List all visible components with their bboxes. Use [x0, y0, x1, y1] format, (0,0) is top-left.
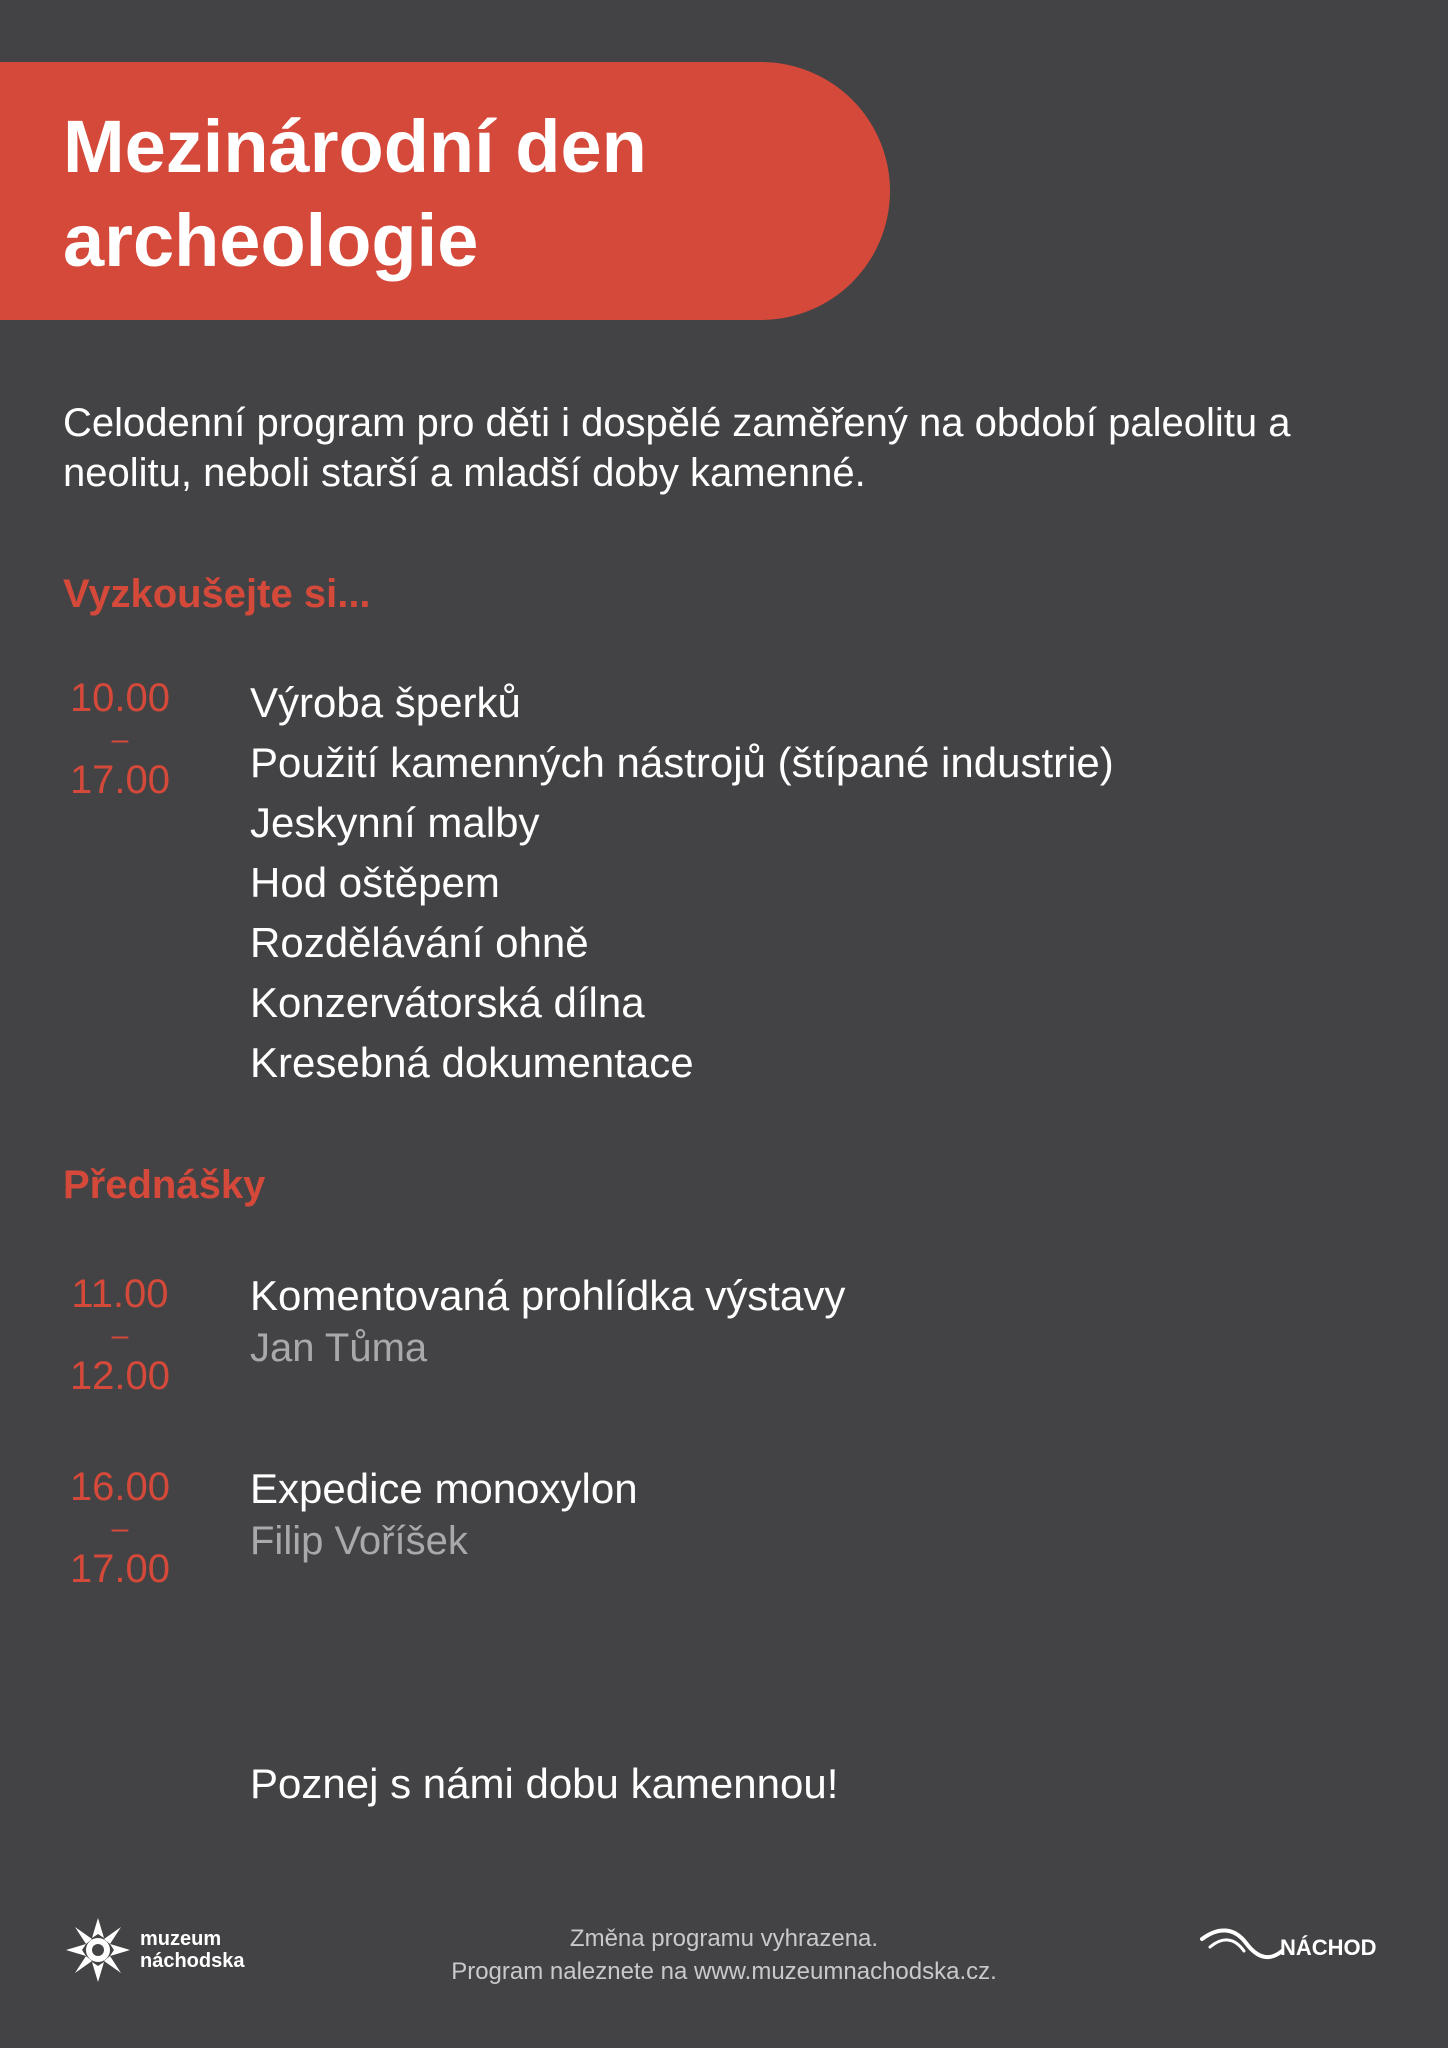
page-title: Mezinárodní den archeologie — [63, 105, 647, 282]
time-end: 17.00 — [69, 1547, 171, 1591]
lecture-time — [55, 1274, 185, 1397]
time-separator: – — [111, 723, 129, 756]
city-logo[interactable] — [1200, 1925, 1377, 1967]
list-item: Rozdělávání ohně — [250, 919, 589, 966]
museum-star-icon — [64, 1916, 132, 1984]
activities-heading: Vyzkoušejte si... — [63, 572, 371, 616]
list-item: Jeskynní malby — [250, 799, 540, 846]
intro-text: Celodenní program pro děti i dospělé zaměřený na období paleolitu a neolitu, neboli starší a mladší doby kamenné. — [63, 401, 1291, 495]
slogan: Poznej s námi dobu kamennou! — [250, 1760, 839, 1807]
lecture-title: Expedice monoxylon — [250, 1465, 638, 1512]
lectures-heading: Přednášky — [63, 1163, 266, 1207]
list-item: Výroba šperků — [250, 679, 521, 726]
list-item: Kresebná dokumentace — [250, 1039, 694, 1086]
lecture-speaker: Filip Voříšek — [250, 1519, 468, 1563]
list-item: Hod oštěpem — [250, 859, 500, 906]
lecture-time — [55, 1467, 185, 1590]
time-separator: – — [111, 1319, 129, 1352]
museum-logo-text: muzeum náchodska — [140, 1928, 245, 1972]
activities-time — [55, 678, 185, 801]
time-end: 12.00 — [69, 1354, 171, 1398]
list-item: Použití kamenných nástrojů (štípané industrie) — [250, 739, 1114, 786]
lecture-speaker: Jan Tůma — [250, 1326, 428, 1370]
time-start: 11.00 — [71, 1272, 169, 1316]
city-logo-text: NÁCHOD — [1280, 1935, 1377, 1960]
activity-list — [250, 673, 1114, 1093]
footer-note-line: Změna programu vyhrazena. — [569, 1925, 879, 1952]
time-start: 10.00 — [69, 676, 171, 720]
museum-logo[interactable] — [64, 1916, 244, 1984]
wave-icon — [1200, 1925, 1284, 1967]
time-start: 16.00 — [69, 1465, 171, 1509]
time-separator: – — [111, 1512, 129, 1545]
time-end: 17.00 — [69, 758, 171, 802]
footer-note-line: Program naleznete na www.muzeumnachodska.cz. — [451, 1958, 997, 1985]
footer-note — [290, 1922, 1158, 1988]
lecture-title: Komentovaná prohlídka výstavy — [250, 1272, 846, 1319]
list-item: Konzervátorská dílna — [250, 979, 645, 1026]
